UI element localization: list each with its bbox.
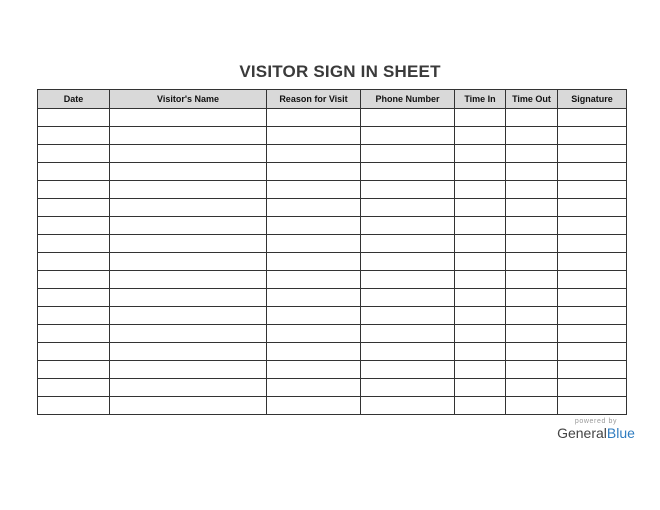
column-header-time-out: Time Out xyxy=(506,90,558,109)
date-cell[interactable] xyxy=(38,181,110,199)
date-cell[interactable] xyxy=(38,361,110,379)
table-row xyxy=(38,199,627,217)
visitor-name-cell[interactable] xyxy=(110,127,267,145)
visitor-name-cell[interactable] xyxy=(110,325,267,343)
signature-cell[interactable] xyxy=(558,325,627,343)
date-cell[interactable] xyxy=(38,289,110,307)
signature-cell[interactable] xyxy=(558,253,627,271)
visitor-name-cell[interactable] xyxy=(110,361,267,379)
visitor-name-cell[interactable] xyxy=(110,163,267,181)
time-in-cell[interactable] xyxy=(455,379,506,397)
date-cell[interactable] xyxy=(38,163,110,181)
time-out-cell[interactable] xyxy=(506,181,558,199)
visitor-name-cell[interactable] xyxy=(110,199,267,217)
reason-cell[interactable] xyxy=(267,127,361,145)
signature-cell[interactable] xyxy=(558,199,627,217)
time-in-cell[interactable] xyxy=(455,235,506,253)
table-row xyxy=(38,361,627,379)
brand-general: General xyxy=(557,425,607,441)
time-in-cell[interactable] xyxy=(455,289,506,307)
phone-cell[interactable] xyxy=(361,235,455,253)
phone-cell[interactable] xyxy=(361,307,455,325)
time-out-cell[interactable] xyxy=(506,343,558,361)
date-cell[interactable] xyxy=(38,199,110,217)
phone-cell[interactable] xyxy=(361,325,455,343)
phone-cell[interactable] xyxy=(361,181,455,199)
table-row xyxy=(38,217,627,235)
phone-cell[interactable] xyxy=(361,271,455,289)
reason-cell[interactable] xyxy=(267,379,361,397)
visitor-name-cell[interactable] xyxy=(110,307,267,325)
reason-cell[interactable] xyxy=(267,163,361,181)
time-in-cell[interactable] xyxy=(455,163,506,181)
phone-cell[interactable] xyxy=(361,289,455,307)
table-body xyxy=(38,109,627,415)
footer-branding xyxy=(556,418,636,441)
table-row xyxy=(38,271,627,289)
time-in-cell[interactable] xyxy=(455,361,506,379)
column-header-reason: Reason for Visit xyxy=(267,90,361,109)
time-in-cell[interactable] xyxy=(455,217,506,235)
reason-cell[interactable] xyxy=(267,271,361,289)
time-in-cell[interactable] xyxy=(455,199,506,217)
time-out-cell[interactable] xyxy=(506,325,558,343)
table-row xyxy=(38,145,627,163)
generalblue-logo[interactable] xyxy=(556,425,636,441)
visitor-name-cell[interactable] xyxy=(110,217,267,235)
column-header-visitor-name: Visitor's Name xyxy=(110,90,267,109)
visitor-name-cell[interactable] xyxy=(110,145,267,163)
time-in-cell[interactable] xyxy=(455,325,506,343)
table-row xyxy=(38,343,627,361)
time-out-cell[interactable] xyxy=(506,145,558,163)
header-row xyxy=(38,90,627,109)
date-cell[interactable] xyxy=(38,271,110,289)
reason-cell[interactable] xyxy=(267,289,361,307)
time-out-cell[interactable] xyxy=(506,109,558,127)
brand-blue: Blue xyxy=(606,425,635,441)
time-out-cell[interactable] xyxy=(506,271,558,289)
reason-cell[interactable] xyxy=(267,325,361,343)
phone-cell[interactable] xyxy=(361,343,455,361)
column-header-date: Date xyxy=(38,90,110,109)
reason-cell[interactable] xyxy=(267,235,361,253)
date-cell[interactable] xyxy=(38,325,110,343)
signature-cell[interactable] xyxy=(558,307,627,325)
phone-cell[interactable] xyxy=(361,217,455,235)
visitor-name-cell[interactable] xyxy=(110,253,267,271)
table-row xyxy=(38,397,627,415)
visitor-name-cell[interactable] xyxy=(110,181,267,199)
reason-cell[interactable] xyxy=(267,343,361,361)
table-row xyxy=(38,235,627,253)
visitor-name-cell[interactable] xyxy=(110,235,267,253)
time-in-cell[interactable] xyxy=(455,307,506,325)
time-out-cell[interactable] xyxy=(506,379,558,397)
signature-cell[interactable] xyxy=(558,181,627,199)
signature-cell[interactable] xyxy=(558,271,627,289)
table-row xyxy=(38,307,627,325)
visitor-name-cell[interactable] xyxy=(110,343,267,361)
table-row xyxy=(38,325,627,343)
date-cell[interactable] xyxy=(38,235,110,253)
signature-cell[interactable] xyxy=(558,109,627,127)
reason-cell[interactable] xyxy=(267,145,361,163)
time-out-cell[interactable] xyxy=(506,361,558,379)
phone-cell[interactable] xyxy=(361,397,455,415)
visitor-log-table xyxy=(37,89,627,415)
phone-cell[interactable] xyxy=(361,127,455,145)
time-out-cell[interactable] xyxy=(506,289,558,307)
visitor-name-cell[interactable] xyxy=(110,379,267,397)
date-cell[interactable] xyxy=(38,343,110,361)
table-row xyxy=(38,109,627,127)
time-in-cell[interactable] xyxy=(455,127,506,145)
time-in-cell[interactable] xyxy=(455,271,506,289)
time-out-cell[interactable] xyxy=(506,235,558,253)
table-row xyxy=(38,127,627,145)
column-header-signature: Signature xyxy=(558,90,627,109)
visitor-name-cell[interactable] xyxy=(110,109,267,127)
date-cell[interactable] xyxy=(38,109,110,127)
time-out-cell[interactable] xyxy=(506,253,558,271)
reason-cell[interactable] xyxy=(267,253,361,271)
time-out-cell[interactable] xyxy=(506,127,558,145)
time-in-cell[interactable] xyxy=(455,109,506,127)
time-out-cell[interactable] xyxy=(506,307,558,325)
column-header-time-in: Time In xyxy=(455,90,506,109)
reason-cell[interactable] xyxy=(267,361,361,379)
reason-cell[interactable] xyxy=(267,217,361,235)
phone-cell[interactable] xyxy=(361,199,455,217)
date-cell[interactable] xyxy=(38,397,110,415)
reason-cell[interactable] xyxy=(267,181,361,199)
time-out-cell[interactable] xyxy=(506,397,558,415)
date-cell[interactable] xyxy=(38,379,110,397)
visitor-name-cell[interactable] xyxy=(110,397,267,415)
date-cell[interactable] xyxy=(38,217,110,235)
signature-cell[interactable] xyxy=(558,235,627,253)
date-cell[interactable] xyxy=(38,253,110,271)
time-out-cell[interactable] xyxy=(506,217,558,235)
table-row xyxy=(38,379,627,397)
phone-cell[interactable] xyxy=(361,253,455,271)
signature-cell[interactable] xyxy=(558,361,627,379)
table-row xyxy=(38,181,627,199)
signature-cell[interactable] xyxy=(558,379,627,397)
reason-cell[interactable] xyxy=(267,199,361,217)
phone-cell[interactable] xyxy=(361,163,455,181)
signature-cell[interactable] xyxy=(558,289,627,307)
visitor-name-cell[interactable] xyxy=(110,271,267,289)
visitor-name-cell[interactable] xyxy=(110,289,267,307)
table-row xyxy=(38,163,627,181)
table-row xyxy=(38,253,627,271)
time-in-cell[interactable] xyxy=(455,253,506,271)
date-cell[interactable] xyxy=(38,127,110,145)
reason-cell[interactable] xyxy=(267,109,361,127)
time-in-cell[interactable] xyxy=(455,343,506,361)
powered-by-text: powered by xyxy=(574,418,618,425)
phone-cell[interactable] xyxy=(361,145,455,163)
time-in-cell[interactable] xyxy=(455,397,506,415)
signature-cell[interactable] xyxy=(558,127,627,145)
time-out-cell[interactable] xyxy=(506,199,558,217)
signature-cell[interactable] xyxy=(558,343,627,361)
sheet-title: VISITOR SIGN IN SHEET xyxy=(239,62,441,81)
column-header-phone: Phone Number xyxy=(361,90,455,109)
signature-cell[interactable] xyxy=(558,145,627,163)
signature-cell[interactable] xyxy=(558,217,627,235)
reason-cell[interactable] xyxy=(267,307,361,325)
date-cell[interactable] xyxy=(38,145,110,163)
signature-cell[interactable] xyxy=(558,163,627,181)
reason-cell[interactable] xyxy=(267,397,361,415)
phone-cell[interactable] xyxy=(361,361,455,379)
date-cell[interactable] xyxy=(38,307,110,325)
time-in-cell[interactable] xyxy=(455,181,506,199)
signature-cell[interactable] xyxy=(558,397,627,415)
time-out-cell[interactable] xyxy=(506,163,558,181)
time-in-cell[interactable] xyxy=(455,145,506,163)
table-row xyxy=(38,289,627,307)
phone-cell[interactable] xyxy=(361,379,455,397)
phone-cell[interactable] xyxy=(361,109,455,127)
